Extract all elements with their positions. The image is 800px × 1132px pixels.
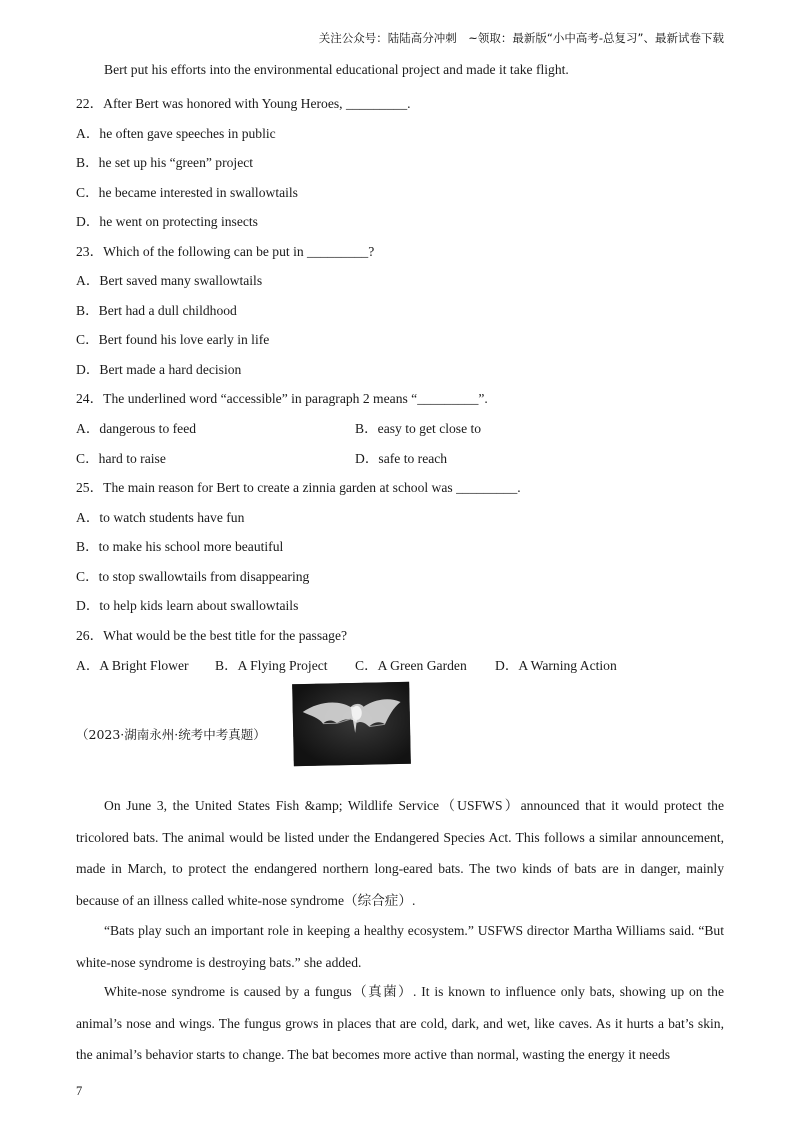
option-24b: B．easy to get close to	[355, 421, 482, 436]
passage-paragraph-2: “Bats play such an important role in keeping a healthy ecosystem.” USFWS director Martha Williams said. “But white-nose syndrome is destroying bats.” she added.	[76, 923, 724, 970]
option-23d: D．Bert made a hard decision	[76, 362, 242, 377]
option-24d: D．safe to reach	[355, 451, 448, 466]
page-header: 关注公众号：陆陆高分冲刺 ~领取：最新版“小中高考-总复习”、最新试卷下载	[318, 31, 724, 45]
option-26d: D．A Warning Action	[495, 658, 617, 673]
option-26b: B．A Flying Project	[215, 658, 328, 673]
option-23b: B．Bert had a dull childhood	[76, 303, 237, 318]
option-25a: A．to watch students have fun	[76, 510, 245, 525]
source-label: （2023·湖南永州·统考中考真题）	[76, 727, 266, 742]
question-23: 23．Which of the following can be put in _________?	[76, 244, 375, 259]
option-22b: B．he set up his “green” project	[76, 155, 254, 170]
bat-image	[292, 682, 411, 766]
option-24a: A．dangerous to feed	[76, 421, 197, 436]
question-24: 24．The underlined word “accessible” in paragraph 2 means “_________”.	[76, 391, 488, 406]
option-25c: C．to stop swallowtails from disappearing	[76, 569, 310, 584]
option-25d: D．to help kids learn about swallowtails	[76, 598, 299, 613]
option-22c: C．he became interested in swallowtails	[76, 185, 298, 200]
page-number: 7	[76, 1084, 83, 1098]
option-24c: C．hard to raise	[76, 451, 166, 466]
question-22: 22．After Bert was honored with Young Heroes, _________.	[76, 96, 411, 111]
passage-paragraph-3: White-nose syndrome is caused by a fungus（真菌）. It is known to influence only bats, showing up on the animal’s nose and wings. The fungus grows in places that are cold, dark, and wet, like caves. As it hurts a bat’s skin, the animal’s behavior starts to change. The bat becomes more active than normal, wasting the energy it needs	[76, 984, 724, 1062]
option-26c: C．A Green Garden	[355, 658, 467, 673]
question-26: 26．What would be the best title for the passage?	[76, 628, 348, 643]
option-23c: C．Bert found his love early in life	[76, 332, 270, 347]
option-22d: D．he went on protecting insects	[76, 214, 258, 229]
bat-photo	[292, 682, 411, 766]
option-25b: B．to make his school more beautiful	[76, 539, 284, 554]
option-26a: A．A Bright Flower	[76, 658, 189, 673]
option-22a: A．he often gave speeches in public	[76, 126, 276, 141]
option-23a: A．Bert saved many swallowtails	[76, 273, 263, 288]
passage-paragraph-1: On June 3, the United States Fish &amp; Wildlife Service（USFWS）announced that it would protect the tricolored bats. The animal would be listed under the Endangered Species Act. This follows a similar announcement, made in March, to protect the endangered northern long-eared bats. The two kinds of bats are in danger, mainly because of an illness called white-nose syndrome（综合症）.	[76, 798, 724, 908]
question-25: 25．The main reason for Bert to create a zinnia garden at school was _________.	[76, 480, 521, 495]
intro-line: Bert put his efforts into the environmental educational project and made it take flight.	[104, 62, 569, 77]
